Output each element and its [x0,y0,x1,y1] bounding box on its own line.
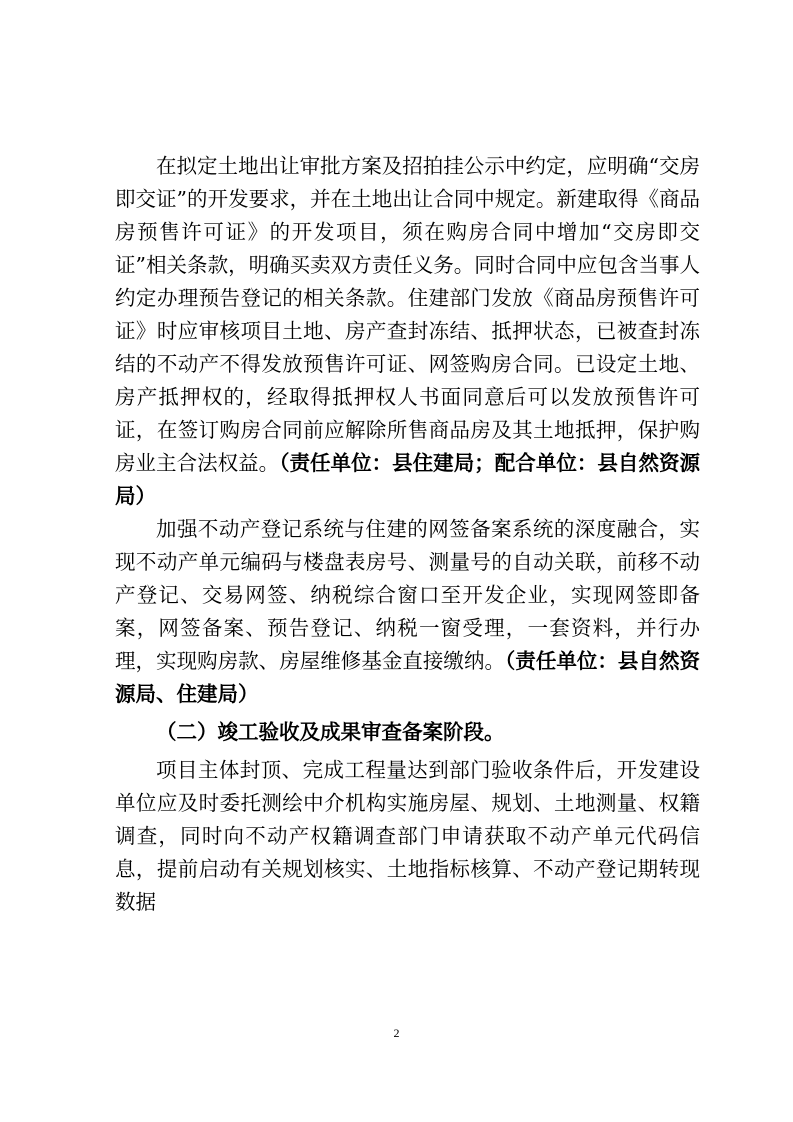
paragraph-land-transfer [115,150,700,513]
paragraph-text: 项目主体封顶、完成工程量达到部门验收条件后，开发建设单位应及时委托测绘中介机构实施房屋、规划、土地测量、权籍调查，同时向不动产权籍调查部门申请获取不动产单元代码信息，提前启动有关规划核实、土地指标核算、不动产登记期转现数据 [115,758,700,914]
paragraph-text: 在拟定土地出让审批方案及招拍挂公示中约定，应明确“交房即交证”的开发要求，并在土地出让合同中规定。新建取得《商品房预售许可证》的开发项目，须在购房合同中增加“交房即交证”相关条款，明确买卖双方责任义务。同时合同中应包含当事人约定办理预告登记的相关条款。住建部门发放《商品房预售许可证》时应审核项目土地、房产查封冻结、抵押状态，已被查封冻结的不动产不得发放预售许可证、网签购房合同。已设定土地、房产抵押权的，经取得抵押权人书面同意后可以发放预售许可证，在签订购房合同前应解除所售商品房及其土地抵押，保护购房业主合法权益。 [115,154,700,475]
document-body [115,150,700,919]
paragraph-completion-acceptance [115,754,700,919]
responsibility-note: （责任单位：县住建局；配合单位：县自然资源局） [115,451,701,508]
page-number: 2 [393,1026,400,1040]
paragraph-text: 加强不动产登记系统与住建的网签备案系统的深度融合，实现不动产单元编码与楼盘表房号、测量号的自动关联，前移不动产登记、交易网签、纳税综合窗口至开发企业，实现网签即备案，网签备案、预告登记、纳税一窗受理，一套资料，并行办理，实现购房款、房屋维修基金直接缴纳。 [115,517,700,673]
responsibility-note: （责任单位：县自然资源局、住建局） [115,649,701,706]
paragraph-system-integration [115,513,700,711]
section-heading: （二）竣工验收及成果审查备案阶段。 [156,720,505,744]
